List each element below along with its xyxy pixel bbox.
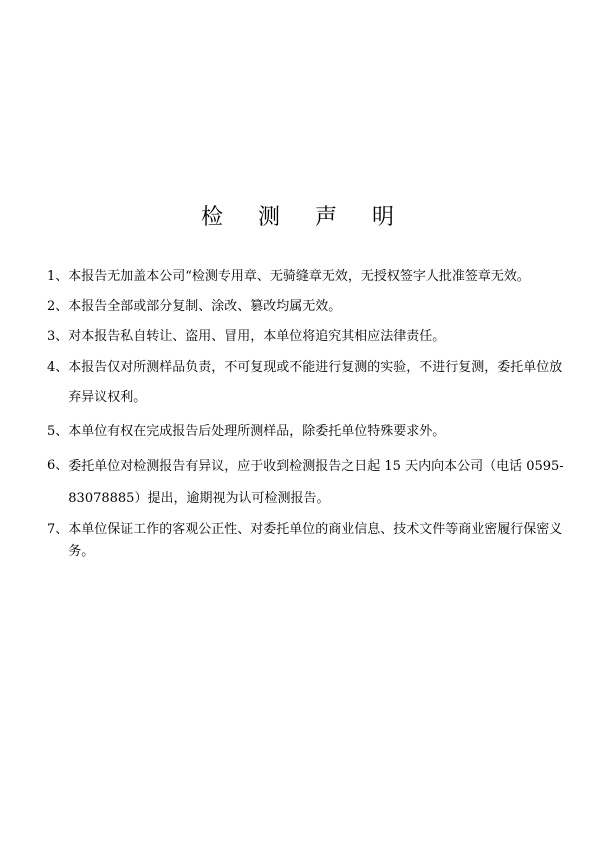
clause-text: 委托单位对检测报告有异议，应于收到检测报告之日起 15 天内向本公司（电话 0595-83078885）提出，逾期视为认可检测报告。 (68, 459, 564, 506)
clause-number: 6、 (47, 458, 69, 473)
clause-number: 4、 (47, 360, 69, 375)
clause-number: 7、 (47, 522, 69, 537)
list-item (47, 417, 567, 447)
clause-text: 本报告无加盖本公司“检测专用章、无骑缝章无效，无授权签字人批准签章无效。 (68, 269, 530, 284)
clause-text: 本单位保证工作的客观公正性、对委托单位的商业信息、技术文件等商业密履行保密义务。 (68, 522, 563, 559)
page-title: 检 测 声 明 (201, 205, 408, 230)
clause-number: 3、 (47, 329, 69, 344)
clause-text: 本单位有权在完成报告后处理所测样品，除委托单位特殊要求外。 (68, 424, 446, 439)
list-item (47, 262, 567, 292)
clause-text: 对本报告私自转让、盗用、冒用，本单位将追究其相应法律责任。 (68, 329, 446, 344)
list-item (47, 451, 567, 515)
clause-list (47, 262, 567, 567)
clause-number: 2、 (47, 299, 69, 314)
clause-number: 5、 (47, 424, 69, 439)
clause-text: 本报告全部或部分复制、涂改、篡改均属无效。 (68, 299, 342, 314)
clause-number: 1、 (47, 269, 69, 284)
list-item (47, 322, 567, 352)
list-item (47, 519, 567, 563)
list-item (47, 352, 567, 413)
clause-text: 本报告仅对所测样品负责，不可复现或不能进行复测的实验，不进行复测，委托单位放弃异议权利。 (68, 360, 563, 405)
list-item (47, 292, 567, 322)
